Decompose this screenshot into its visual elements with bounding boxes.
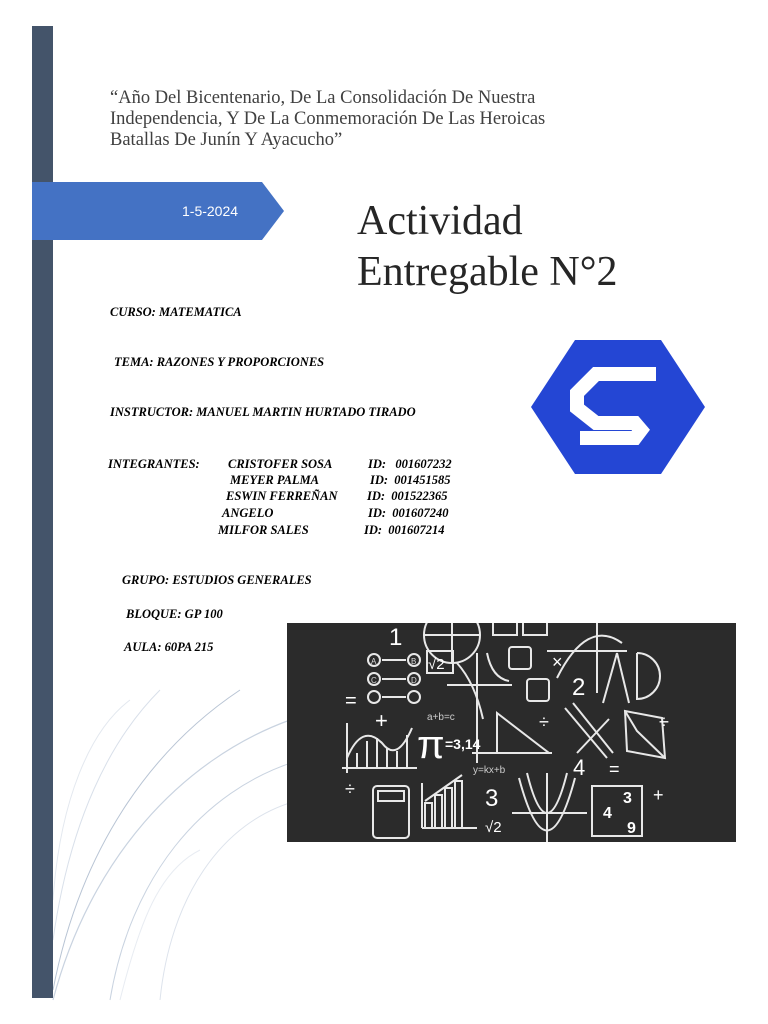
title-line-2: Entregable N°2 xyxy=(357,249,618,295)
math-eq-abc: a+b=c xyxy=(427,712,455,723)
aula-field: AULA: 60PA 215 xyxy=(124,640,214,654)
date: 1-5-2024 xyxy=(182,203,239,219)
instructor-field: INSTRUCTOR: MANUEL MARTIN HURTADO TIRADO xyxy=(110,405,416,419)
math-digit-2: 2 xyxy=(572,674,586,701)
member-name: ANGELO xyxy=(222,506,274,520)
member-name: MILFOR SALES xyxy=(218,523,309,537)
member-id: ID: 001607232 xyxy=(368,457,452,471)
title-line-1: Actividad xyxy=(357,198,523,244)
math-equals-1: = xyxy=(345,690,357,712)
math-illustration-image xyxy=(287,623,736,842)
grupo-field: GRUPO: ESTUDIOS GENERALES xyxy=(122,573,312,587)
document-title xyxy=(357,196,618,298)
node-d-label: D xyxy=(411,676,417,685)
left-accent-bar xyxy=(32,26,53,998)
motto-line-1: “Año Del Bicentenario, De La Consolidación De Nuestra xyxy=(110,88,536,108)
math-plus-1: + xyxy=(375,708,388,733)
member-name: ESWIN FERREÑAN xyxy=(226,489,338,503)
math-digit-3: 3 xyxy=(485,785,499,812)
math-digit-1: 1 xyxy=(389,624,403,651)
node-a-label: A xyxy=(371,657,377,666)
node-b-label: B xyxy=(411,657,417,666)
curso-field: CURSO: MATEMATICA xyxy=(110,305,242,319)
institution-logo-icon xyxy=(520,318,716,496)
math-sqrt2: √2 xyxy=(428,656,445,673)
math-digit-4b: 4 xyxy=(603,805,612,822)
math-pi-value: =3,14 xyxy=(445,736,481,752)
math-eq-line: y=kx+b xyxy=(473,765,506,776)
tema-field: TEMA: RAZONES Y PROPORCIONES xyxy=(114,355,325,369)
math-sqrt2-b: √2 xyxy=(485,819,502,836)
math-doodles xyxy=(287,623,736,842)
node-c-label: C xyxy=(371,676,377,685)
math-divide-1: ÷ xyxy=(539,712,549,732)
motto-line-3: Batallas De Junín Y Ayacucho” xyxy=(110,130,343,150)
math-plus-2: + xyxy=(653,785,664,805)
math-divide-2: ÷ xyxy=(659,712,669,732)
bloque-field: BLOQUE: GP 100 xyxy=(126,607,223,621)
integrantes-label: INTEGRANTES: xyxy=(108,457,200,471)
math-digit-9: 9 xyxy=(627,820,636,837)
member-id: ID: 001522365 xyxy=(367,489,448,503)
math-equals-2: = xyxy=(609,759,620,779)
math-digit-3b: 3 xyxy=(623,790,632,807)
motto-text xyxy=(110,88,630,151)
member-name: MEYER PALMA xyxy=(230,473,320,487)
date-banner xyxy=(32,182,284,240)
member-id: ID: 001451585 xyxy=(370,473,451,487)
member-id: ID: 001607240 xyxy=(368,506,449,520)
member-id: ID: 001607214 xyxy=(364,523,445,537)
math-divide-3: ÷ xyxy=(345,779,355,799)
pi-icon: π xyxy=(417,723,445,767)
member-name: CRISTOFER SOSA xyxy=(228,457,333,471)
math-times: × xyxy=(552,652,563,672)
motto-line-2: Independencia, Y De La Conmemoración De Las Heroicas xyxy=(110,109,546,129)
math-digit-4: 4 xyxy=(573,755,586,780)
